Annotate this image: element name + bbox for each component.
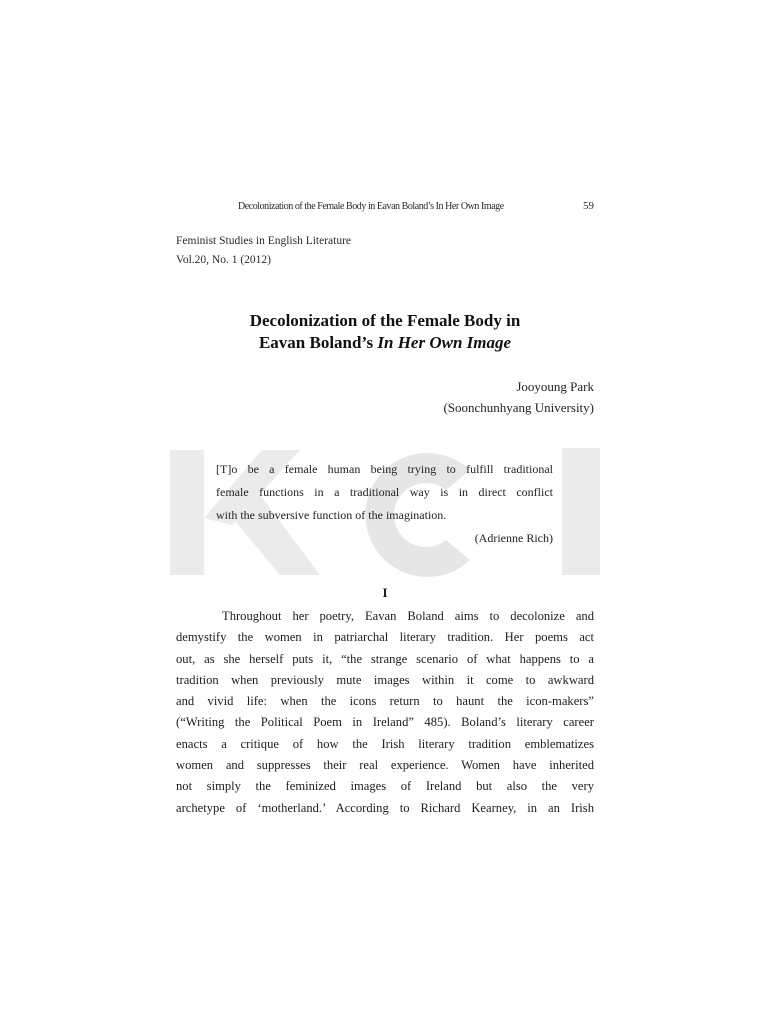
- epigraph: [216, 458, 553, 550]
- epigraph-line: [T]o be a female human being trying to fulfill traditional: [216, 462, 553, 476]
- article-title-line1: Decolonization of the Female Body in: [249, 311, 521, 330]
- article-title-line2-plain: Eavan Boland’s: [258, 333, 378, 352]
- body-line: archetype of ‘motherland.’ According to Richard Kearney, in an Irish: [176, 800, 594, 815]
- body-line: demystify the women in patriarchal literary tradition. Her poems act: [176, 630, 594, 645]
- body-line: enacts a critique of how the Irish literary tradition emblematizes: [176, 736, 594, 751]
- author-block: [443, 376, 594, 418]
- article-title-line2-italic: In Her Own Image: [377, 333, 512, 352]
- article-title-line2: [176, 332, 594, 354]
- journal-volume: Vol.20, No. 1 (2012): [176, 254, 271, 266]
- journal-name: Feminist Studies in English Literature: [176, 235, 352, 247]
- body-line: women and suppresses their real experience. Women have inherited: [176, 758, 594, 773]
- page-number: 59: [583, 200, 594, 212]
- body-line: out, as she herself puts it, “the strange scenario of what happens to a: [176, 651, 594, 666]
- body-line: not simply the feminized images of Ireland but also the very: [176, 779, 594, 794]
- author-affiliation: (Soonchunhyang University): [443, 400, 594, 415]
- section-number: I: [382, 585, 388, 600]
- epigraph-line: with the subversive function of the imagination.: [216, 508, 447, 522]
- epigraph-line: female functions in a traditional way is in direct conflict: [216, 485, 553, 499]
- running-head: [176, 199, 594, 217]
- body-line: tradition when previously mute images within it come to awkward: [176, 672, 594, 687]
- body-line: (“Writing the Political Poem in Ireland” 485). Boland’s literary career: [176, 715, 594, 730]
- article-title: [176, 310, 594, 354]
- epigraph-attribution: (Adrienne Rich): [474, 531, 553, 545]
- running-head-title: Decolonization of the Female Body in Eavan Boland’s In Her Own Image: [238, 201, 504, 212]
- body-line: and vivid life: when the icons return to haunt the icon-makers”: [176, 694, 594, 709]
- body-line: Throughout her poetry, Eavan Boland aims to decolonize and: [222, 609, 594, 623]
- body-paragraph: [176, 606, 594, 819]
- author-name: Jooyoung Park: [516, 379, 594, 394]
- journal-info: [176, 232, 351, 270]
